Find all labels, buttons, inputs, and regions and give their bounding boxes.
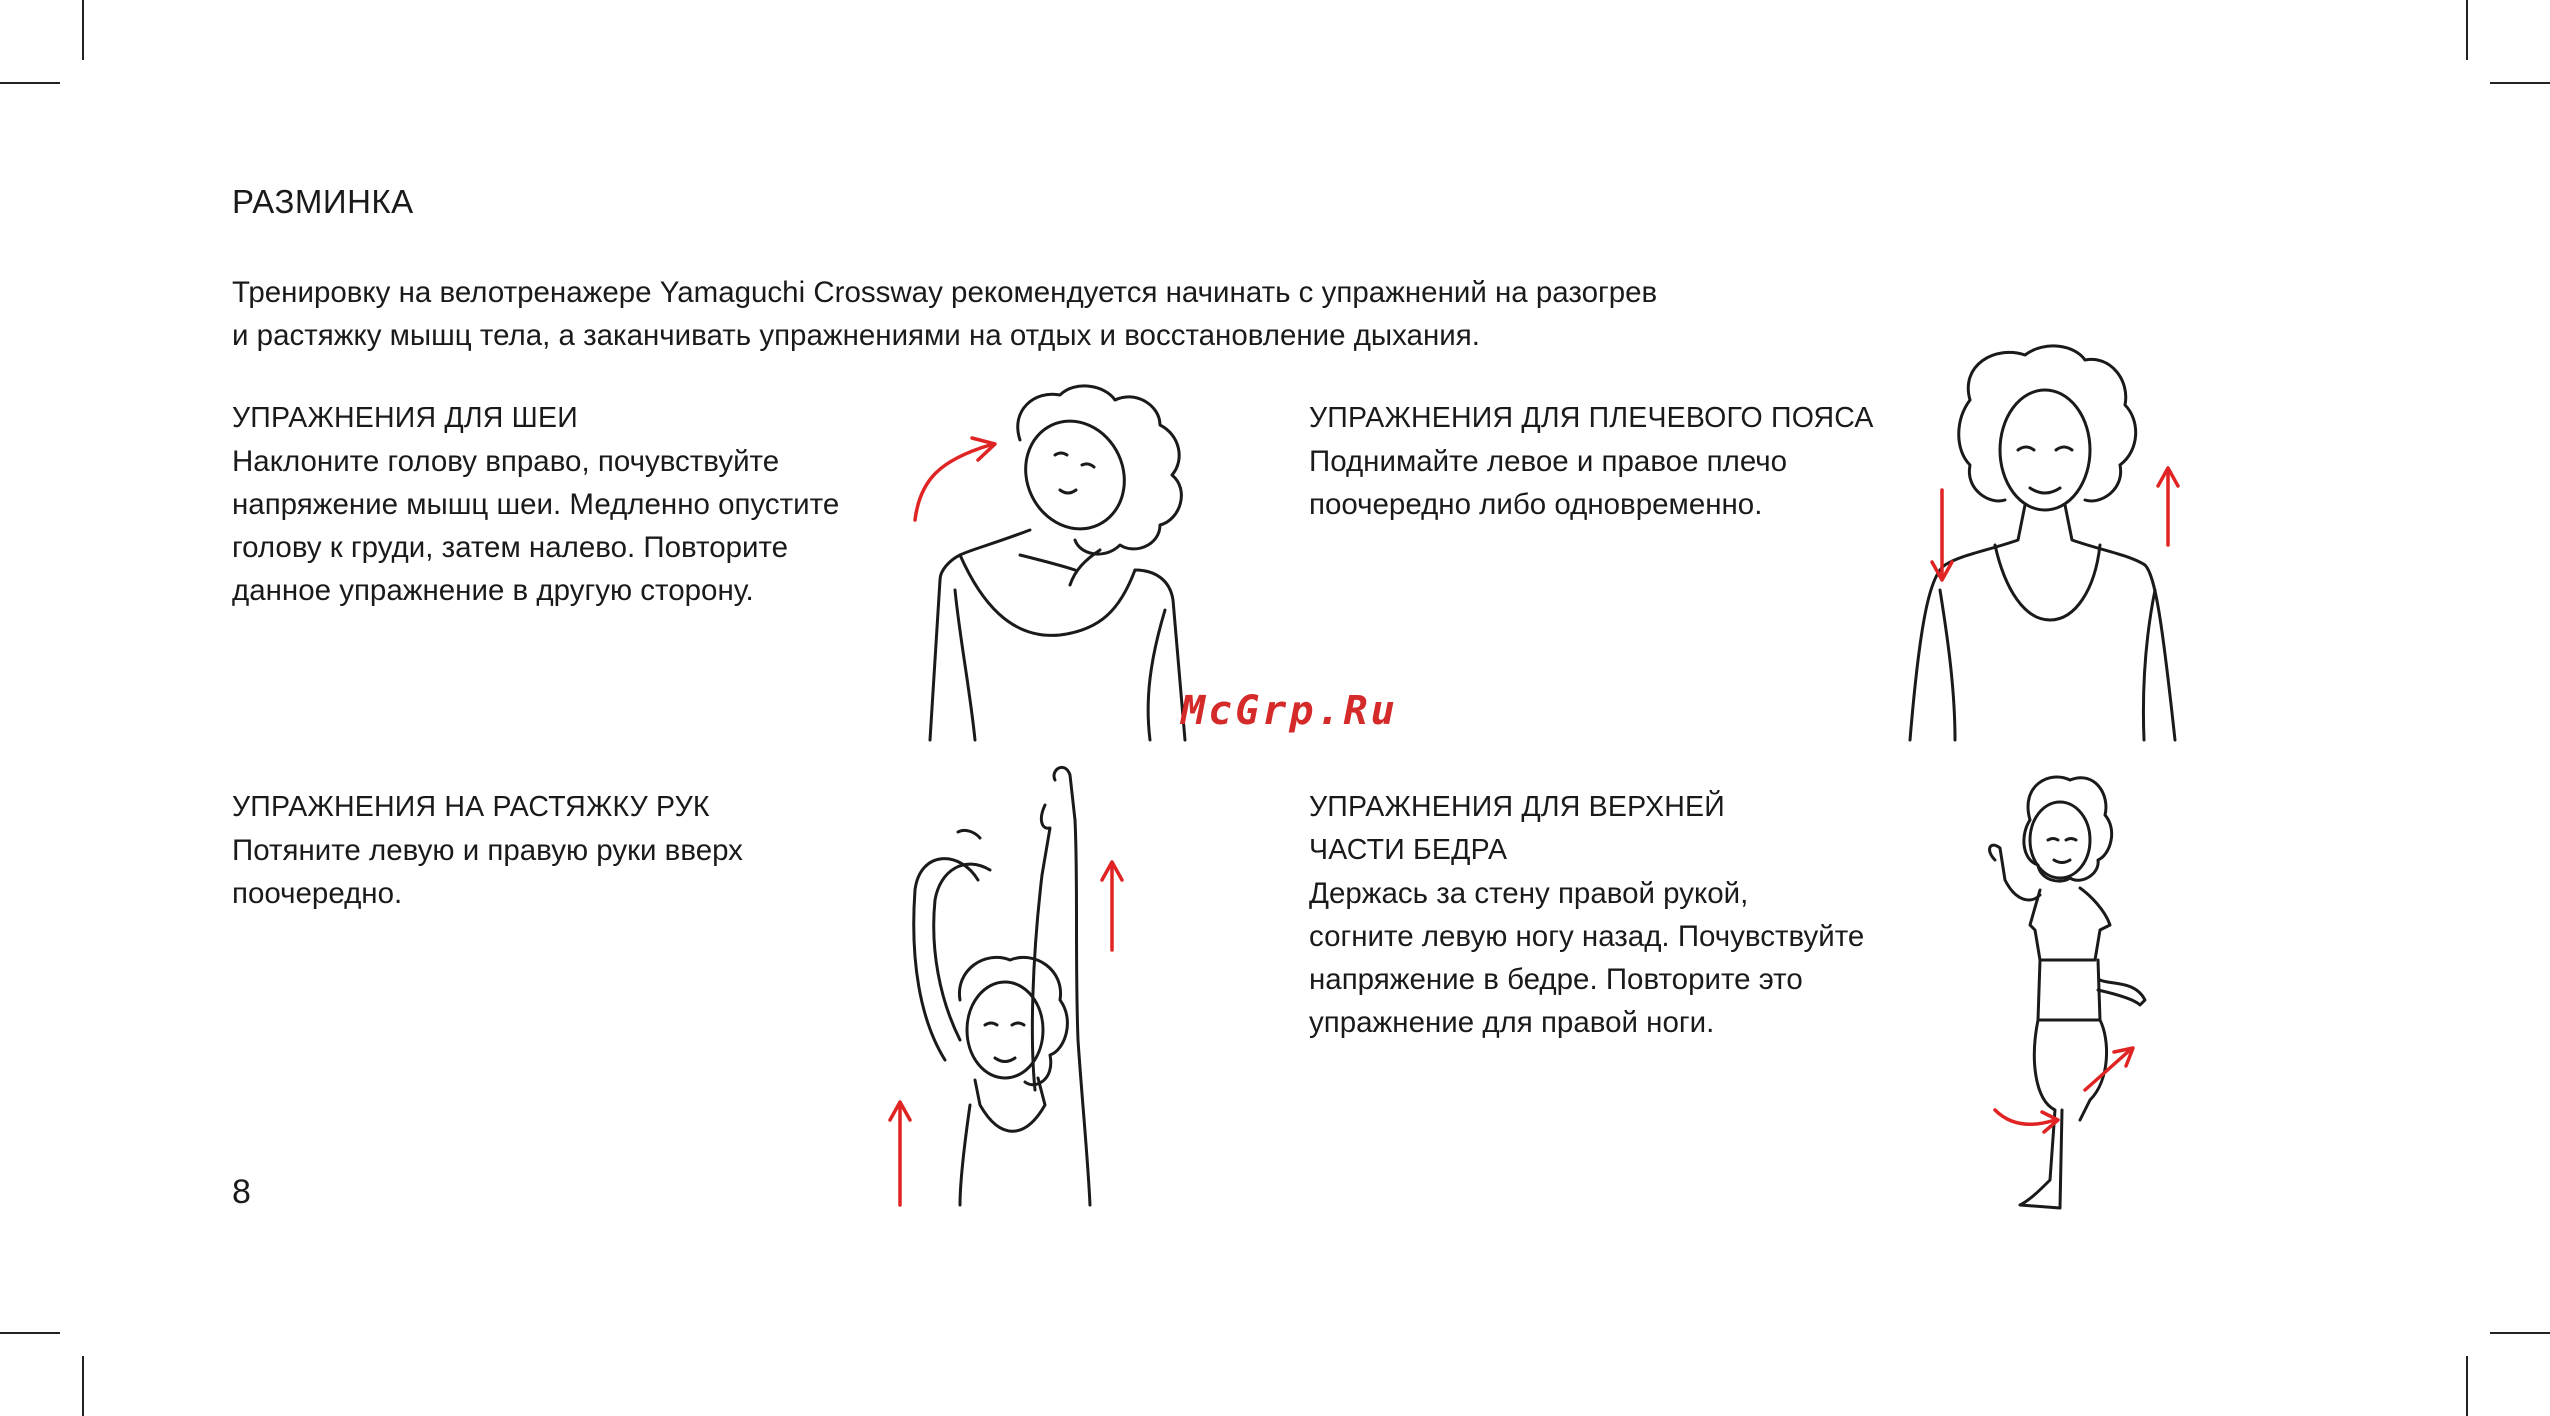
page-number: 8 <box>232 1173 251 1211</box>
section-body-line: Держась за стену правой рукой, <box>1309 877 1749 910</box>
section-thigh <box>1309 786 1929 1044</box>
section-shoulders <box>1309 397 1929 526</box>
section-heading: УПРАЖНЕНИЯ ДЛЯ ШЕИ <box>232 402 578 434</box>
section-body-line: Потяните левую и правую руки вверх <box>232 834 743 867</box>
section-body-line: поочередно. <box>232 877 403 910</box>
intro-paragraph <box>232 271 1682 357</box>
crop-mark <box>2490 82 2550 84</box>
crop-mark <box>0 82 60 84</box>
section-heading: УПРАЖНЕНИЯ ДЛЯ ВЕРХНЕЙ <box>1309 791 1725 823</box>
section-heading: ЧАСТИ БЕДРА <box>1309 834 1508 866</box>
section-neck <box>232 397 872 612</box>
crop-mark <box>2490 1332 2550 1334</box>
section-body-line: напряжение мышц шеи. Медленно опустите <box>232 488 840 521</box>
crop-mark <box>82 1356 84 1416</box>
section-body-line: Наклоните голову вправо, почувствуйте <box>232 445 780 478</box>
shoulder-exercise-illustration <box>1900 340 2200 740</box>
arms-exercise-illustration <box>860 760 1180 1220</box>
section-body-line: поочередно либо одновременно. <box>1309 488 1763 521</box>
thigh-exercise-illustration <box>1960 760 2180 1220</box>
intro-line: и растяжку мышц тела, а заканчивать упражнениями на отдых и восстановление дыхания. <box>232 319 1480 352</box>
section-body-line: согните левую ногу назад. Почувствуйте <box>1309 920 1865 953</box>
section-body-line: напряжение в бедре. Повторите это <box>1309 963 1803 996</box>
watermark: McGrp.Ru <box>1181 688 1398 734</box>
intro-line: Тренировку на велотренажере Yamaguchi Crossway рекомендуется начинать с упражнений на разогрев <box>232 276 1658 309</box>
crop-mark <box>82 0 84 60</box>
page-title: РАЗМИНКА <box>232 183 414 220</box>
section-heading: УПРАЖНЕНИЯ НА РАСТЯЖКУ РУК <box>232 791 710 823</box>
section-body-line: данное упражнение в другую сторону. <box>232 574 754 607</box>
section-body-line: упражнение для правой ноги. <box>1309 1006 1715 1039</box>
crop-mark <box>2466 1356 2468 1416</box>
section-body-line: голову к груди, затем налево. Повторите <box>232 531 789 564</box>
section-heading: УПРАЖНЕНИЯ ДЛЯ ПЛЕЧЕВОГО ПОЯСА <box>1309 402 1874 434</box>
neck-exercise-illustration <box>860 380 1220 740</box>
crop-mark <box>2466 0 2468 60</box>
crop-mark <box>0 1332 60 1334</box>
section-body-line: Поднимайте левое и правое плечо <box>1309 445 1788 478</box>
section-arms <box>232 786 872 915</box>
